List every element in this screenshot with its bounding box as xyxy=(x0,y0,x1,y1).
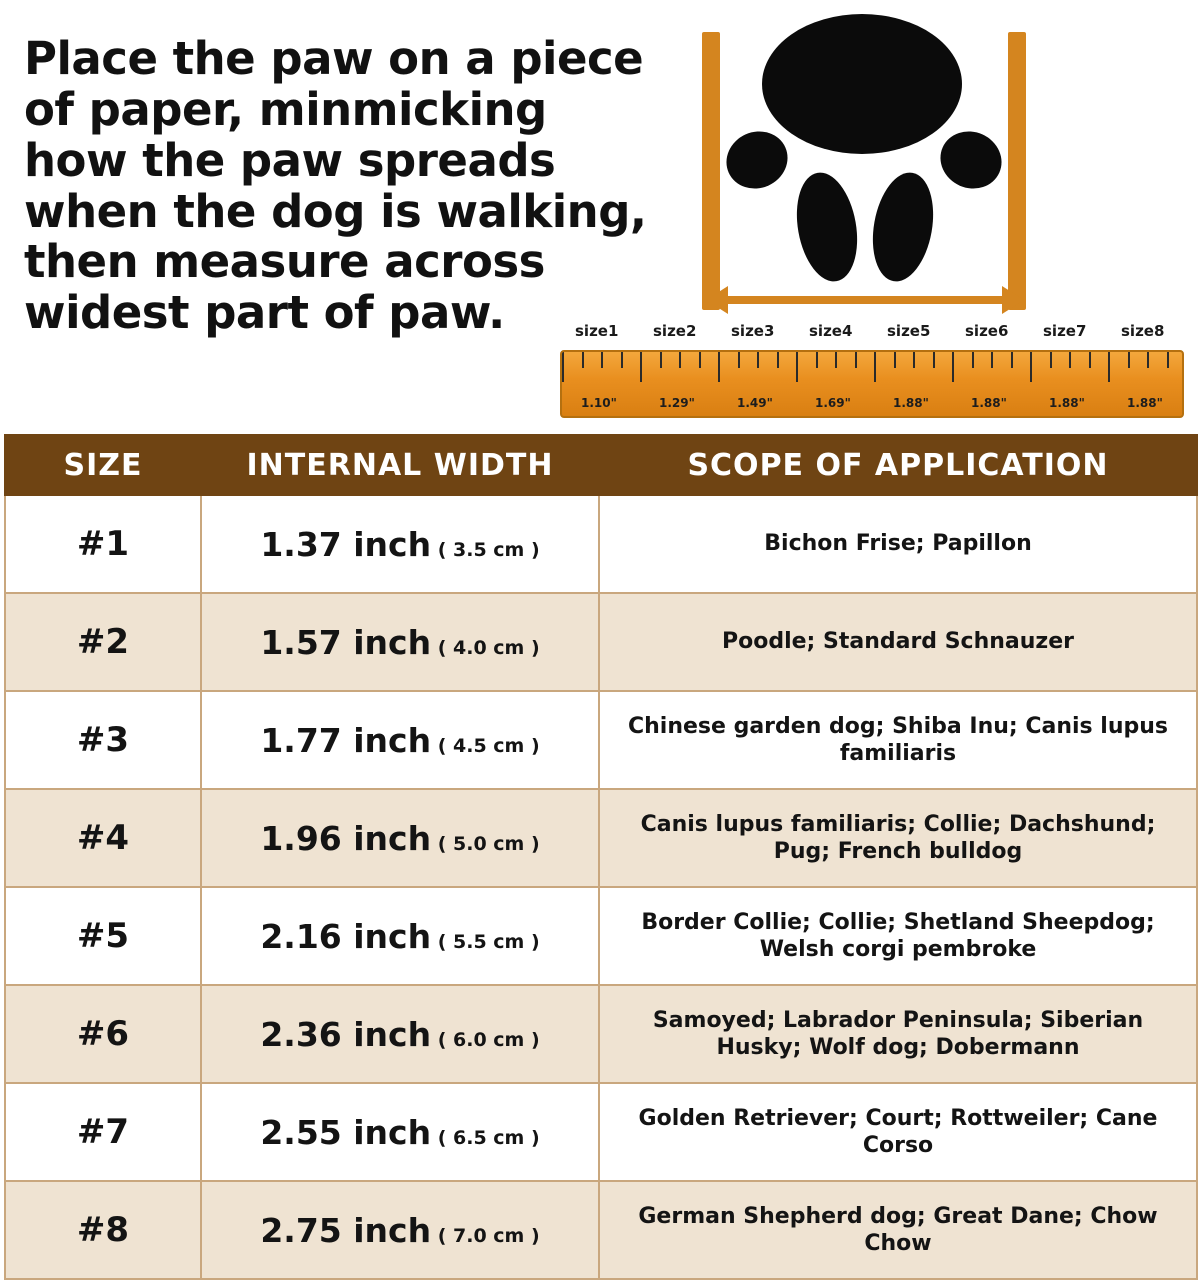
width-inch: 1.37 inch xyxy=(260,524,432,564)
ruler-size-label: size1 xyxy=(575,322,619,340)
ruler-size-label: size8 xyxy=(1121,322,1165,340)
ruler-tick xyxy=(933,352,935,368)
ruler-tick xyxy=(660,352,662,368)
ruler-tick xyxy=(1147,352,1149,368)
table-row xyxy=(5,593,1197,691)
table-row xyxy=(5,1083,1197,1181)
width-inch: 1.96 inch xyxy=(260,818,432,858)
width-inch: 1.77 inch xyxy=(260,720,432,760)
ruler-inch-label: 1.10" xyxy=(581,396,617,410)
cell-scope-of-application: Golden Retriever; Court; Rottweiler; Cane Corso xyxy=(599,1083,1197,1181)
header-internal-width: INTERNAL WIDTH xyxy=(201,435,599,495)
cell-size: #2 xyxy=(5,593,201,691)
paw-toe-icon-3 xyxy=(865,168,941,286)
table-row xyxy=(5,691,1197,789)
header-size: SIZE xyxy=(5,435,201,495)
ruler-tick xyxy=(991,352,993,368)
cell-internal-width xyxy=(201,691,599,789)
ruler-inch-label: 1.69" xyxy=(815,396,851,410)
paw-toe-icon-2 xyxy=(789,168,865,286)
ruler-tick xyxy=(855,352,857,368)
ruler-tick xyxy=(874,352,876,382)
ruler-size-label: size6 xyxy=(965,322,1009,340)
width-cm: ( 4.5 cm ) xyxy=(431,734,540,757)
ruler-tick xyxy=(601,352,603,368)
ruler-tick xyxy=(621,352,623,368)
cell-scope-of-application: Poodle; Standard Schnauzer xyxy=(599,593,1197,691)
cell-internal-width xyxy=(201,593,599,691)
cell-size: #6 xyxy=(5,985,201,1083)
width-cm: ( 5.0 cm ) xyxy=(431,832,540,855)
size-chart xyxy=(4,434,1196,1280)
ruler-inch-label: 1.88" xyxy=(893,396,929,410)
ruler-tick xyxy=(816,352,818,368)
cell-size: #7 xyxy=(5,1083,201,1181)
ruler-inch-label: 1.88" xyxy=(971,396,1007,410)
cell-scope-of-application: German Shepherd dog; Great Dane; Chow Chow xyxy=(599,1181,1197,1279)
ruler-inch-label: 1.88" xyxy=(1127,396,1163,410)
width-inch: 1.57 inch xyxy=(260,622,432,662)
cell-size: #8 xyxy=(5,1181,201,1279)
ruler-tick xyxy=(972,352,974,368)
arrow-left-icon xyxy=(706,286,728,314)
width-inch: 2.55 inch xyxy=(260,1112,432,1152)
cell-size: #3 xyxy=(5,691,201,789)
ruler-size-label: size7 xyxy=(1043,322,1087,340)
ruler-tick xyxy=(1050,352,1052,368)
cell-internal-width xyxy=(201,495,599,593)
width-cm: ( 4.0 cm ) xyxy=(431,636,540,659)
measure-bracket-left xyxy=(702,32,720,310)
ruler-tick xyxy=(562,352,564,382)
measuring-instruction-text: Place the paw on a piece of paper, minmicking how the paw spreads when the dog is walking, then measure across widest part of paw. xyxy=(24,32,647,340)
paw-toe-icon-1 xyxy=(717,122,796,198)
ruler-tick xyxy=(1011,352,1013,368)
ruler-tick xyxy=(679,352,681,368)
cell-internal-width xyxy=(201,985,599,1083)
cell-internal-width xyxy=(201,1181,599,1279)
ruler-tick xyxy=(796,352,798,382)
ruler-inch-label: 1.29" xyxy=(659,396,695,410)
cell-size: #5 xyxy=(5,887,201,985)
header-scope-of-application: SCOPE OF APPLICATION xyxy=(599,435,1197,495)
table-row xyxy=(5,495,1197,593)
ruler-tick xyxy=(777,352,779,368)
ruler-tick xyxy=(1128,352,1130,368)
ruler-tick xyxy=(640,352,642,382)
cell-size: #1 xyxy=(5,495,201,593)
table-row xyxy=(5,985,1197,1083)
ruler-inch-label: 1.49" xyxy=(737,396,773,410)
cell-scope-of-application: Chinese garden dog; Shiba Inu; Canis lupus familiaris xyxy=(599,691,1197,789)
ruler-tick xyxy=(1167,352,1169,368)
ruler-tick xyxy=(582,352,584,368)
cell-scope-of-application: Canis lupus familiaris; Collie; Dachshund; Pug; French bulldog xyxy=(599,789,1197,887)
cell-size: #4 xyxy=(5,789,201,887)
cell-internal-width xyxy=(201,789,599,887)
width-cm: ( 5.5 cm ) xyxy=(431,930,540,953)
cell-internal-width xyxy=(201,887,599,985)
cell-internal-width xyxy=(201,1083,599,1181)
ruler-diagram xyxy=(560,322,1184,422)
width-inch: 2.16 inch xyxy=(260,916,432,956)
table-row xyxy=(5,1181,1197,1279)
ruler-size-label: size5 xyxy=(887,322,931,340)
width-cm: ( 6.5 cm ) xyxy=(431,1126,540,1149)
width-inch: 2.75 inch xyxy=(260,1210,432,1250)
ruler-inch-label: 1.88" xyxy=(1049,396,1085,410)
ruler-size-label: size2 xyxy=(653,322,697,340)
ruler-tick xyxy=(738,352,740,368)
paw-toe-icon-4 xyxy=(931,122,1010,198)
ruler-size-label: size3 xyxy=(731,322,775,340)
ruler-tick xyxy=(835,352,837,368)
width-cm: ( 7.0 cm ) xyxy=(431,1224,540,1247)
measure-bracket-right xyxy=(1008,32,1026,310)
paw-diagram xyxy=(690,10,1050,320)
table-row xyxy=(5,789,1197,887)
ruler-tick xyxy=(718,352,720,382)
ruler-tick xyxy=(1069,352,1071,368)
top-illustration-section xyxy=(0,0,1200,428)
paw-main-pad-icon xyxy=(762,14,962,154)
cell-scope-of-application: Samoyed; Labrador Peninsula; Siberian Husky; Wolf dog; Dobermann xyxy=(599,985,1197,1083)
ruler-tick xyxy=(1089,352,1091,368)
width-inch: 2.36 inch xyxy=(260,1014,432,1054)
ruler-size-labels xyxy=(560,322,1184,344)
ruler-size-label: size4 xyxy=(809,322,853,340)
cell-scope-of-application: Border Collie; Collie; Shetland Sheepdog; Welsh corgi pembroke xyxy=(599,887,1197,985)
ruler-tick xyxy=(913,352,915,368)
ruler-body xyxy=(560,350,1184,418)
cell-scope-of-application: Bichon Frise; Papillon xyxy=(599,495,1197,593)
size-table xyxy=(4,434,1198,1280)
ruler-tick xyxy=(1030,352,1032,382)
width-cm: ( 3.5 cm ) xyxy=(431,538,540,561)
ruler-tick xyxy=(894,352,896,368)
table-header-row xyxy=(5,435,1197,495)
ruler-tick xyxy=(699,352,701,368)
table-row xyxy=(5,887,1197,985)
width-arrow-line xyxy=(724,296,1006,304)
ruler-tick xyxy=(952,352,954,382)
arrow-right-icon xyxy=(1002,286,1024,314)
ruler-tick xyxy=(757,352,759,368)
width-cm: ( 6.0 cm ) xyxy=(431,1028,540,1051)
ruler-tick xyxy=(1108,352,1110,382)
